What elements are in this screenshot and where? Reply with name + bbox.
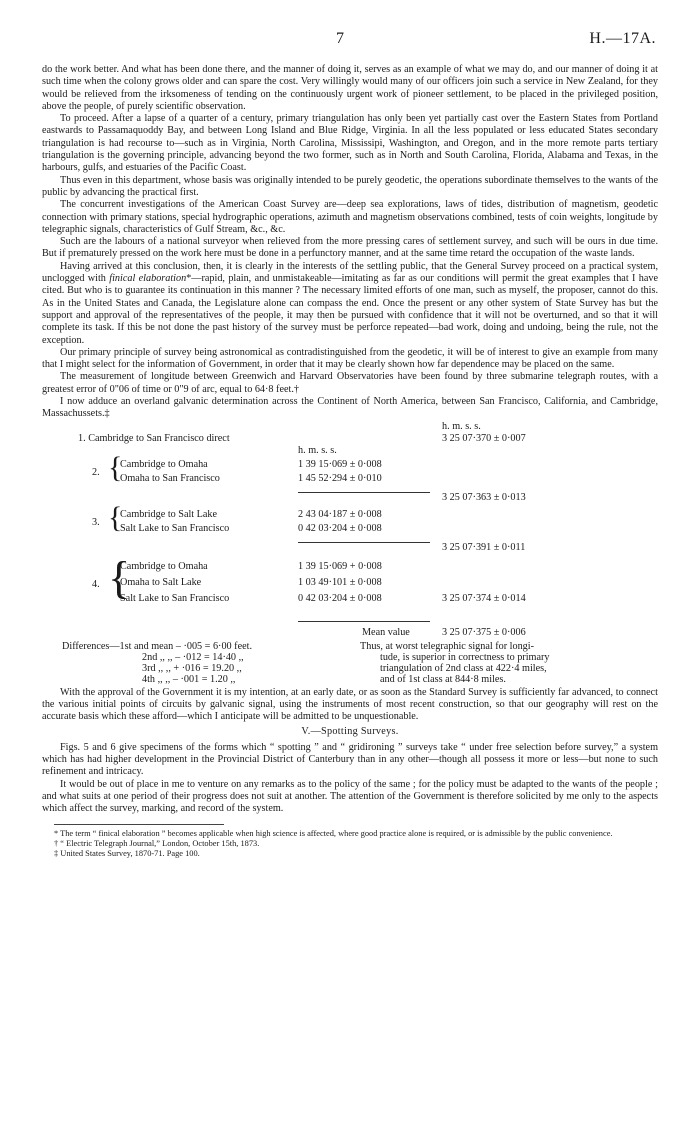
section-heading: V.—Spotting Surveys. (301, 725, 399, 737)
leg-value: 0 42 03·204 ± 0·008 (298, 592, 382, 604)
route-leg: Cambridge to Omaha (120, 458, 208, 470)
text-run: *—rapid, plain, and unmistakeable—imitating as far as our conditions will permit the great examples that I have cited. But who is to guarantee its continuation in this manner ? The necessary limited efforts of one man, such as myself, the proposer, cannot do this. As in the United States and Canada, the Legislature alone can compass the end. Once the present or any other system of State Survey has but the support and approval of the representatives of the people, it may then be pursued with confidence that it will not be overturned, and so that it will complete its task. If this be not done the past history of the survey must be perforce repeated—bad work, doing and undoing, being the rule, not the exception. (42, 273, 658, 346)
leg-value: 1 39 15·069 + 0·008 (298, 560, 382, 572)
footnotes (42, 829, 658, 859)
difference-note: Thus, at worst telegraphic signal for longi- (360, 640, 534, 652)
leg-value: 1 03 49·101 ± 0·008 (298, 576, 382, 588)
paragraph: Figs. 5 and 6 give specimens of the forms which “ spotting ” and “ gridironing ” surveys take “ under free selection before survey,” a system which has had higher development in the Provincial District of Canterbury than in any other—though all possess it more or less—but none to such refinement and intricacy. (42, 741, 658, 778)
longitude-table (42, 421, 658, 621)
differences-block (42, 621, 658, 687)
route-total: 3 25 07·363 ± 0·013 (442, 491, 526, 503)
paragraph-finical (42, 261, 658, 347)
difference-note: tude, is superior in correctness to primary (380, 651, 550, 663)
route-leg: Cambridge to Salt Lake (120, 508, 218, 520)
route-number: 2. (92, 466, 100, 478)
brace: { (108, 551, 131, 603)
paragraph: Thus even in this department, whose basis was originally intended to be purely geodetic, the operations subordinate themselves to the wants of the public by advancing the practical first. (42, 174, 658, 198)
leg-value: 1 39 15·069 ± 0·008 (298, 458, 382, 470)
leg-value: 0 42 03·204 ± 0·008 (298, 522, 382, 534)
italic-phrase: finical elaboration (109, 273, 187, 285)
leg-value: 1 45 52·294 ± 0·010 (298, 472, 382, 484)
difference-note: triangulation of 2nd class at 422·4 miles, (380, 662, 547, 674)
paragraph: do the work better. And what has been done there, and the manner of doing it, serves as an example of what we may do, and our manner of doing it at such time when the colony grows older and can spare the cost. Very willingly would many of our officers join such a service in New Zealand, for they would be relieved from the irksomeness of tending on the continuously urgent work of pioneer settlement, to be placed in the privileged position, above the people, of purely scientific observation. (42, 64, 658, 112)
unit-heading: h. m. s. s. (442, 420, 481, 432)
leg-value: 2 43 04·187 ± 0·008 (298, 508, 382, 520)
unit-heading: h. m. s. s. (298, 444, 337, 456)
rule (298, 542, 430, 543)
difference-note: and of 1st class at 844·8 miles. (380, 673, 506, 685)
difference-line: 4th ,, ,, – ·001 = 1.20 ,, (142, 673, 236, 685)
footnote: † “ Electric Telegraph Journal,” London, October 15th, 1873. (54, 838, 260, 848)
document-body (42, 64, 658, 859)
route-total: 3 25 07·370 ± 0·007 (442, 432, 526, 444)
route-number: 3. (92, 516, 100, 528)
paragraph: To proceed. After a lapse of a quarter of a century, primary triangulation has only been yet partially cast over the Eastern States from Portland eastwards to Passamaquoddy Bay, and between Long Island and Blue Ridge, Virginia. In all the less populated or less educated States secondary triangulation is had recourse to—such as in Virginia, North Carolina, Mississipi, Washington, and Oregon, and in the more remote parts tertiary triangulation is the governing principle, advancing beyond the two former, such as in North and South Carolina, Florida, Alabama and Texas, in the harbours, gulfs, and estuaries of the Pacific Coast. (42, 113, 658, 174)
route-leg: Omaha to Salt Lake (120, 576, 202, 588)
document-reference: H.—17A. (589, 30, 656, 47)
route-total: 3 25 07·374 ± 0·014 (442, 592, 526, 604)
footnote-rule (54, 824, 224, 825)
paragraph: The measurement of longitude between Greenwich and Harvard Observatories have been found by three submarine telegraph routes, with a greatest error of 0"06 of time or 0"9 of arc, equal to 64·8 feet.† (42, 371, 658, 395)
mean-value: 3 25 07·375 ± 0·006 (442, 626, 526, 638)
mean-label: Mean value (362, 626, 410, 638)
route-leg: Omaha to San Francisco (120, 472, 220, 484)
route-leg: Salt Lake to San Francisco (120, 522, 230, 534)
difference-line: Differences—1st and mean – ·005 = 6·00 feet. (62, 640, 253, 652)
brace: { (108, 450, 123, 484)
route-number: 4. (92, 578, 100, 590)
route-label: 1. Cambridge to San Francisco direct (78, 432, 230, 444)
footnote: * The term “ finical elaboration ” becomes applicable when high science is affected, where good practice alone is required, or is admissible by the public convenience. (54, 828, 613, 838)
paragraph: With the approval of the Government it is my intention, at an early date, or as soon as the Standard Survey is sufficiently far advanced, to connect the various initial points of circuits by galvanic signal, using the instruments of most recent construction, so that our geography will rest on the accurate basis which these afford—which I anticipate will be admitted to be unquestionable. (42, 686, 658, 723)
rule (298, 621, 430, 622)
route-leg: Cambridge to Omaha (120, 560, 208, 572)
paragraph: Our primary principle of survey being astronomical as contradistinguished from the geodetic, it will be of interest to give an example from many that I might select for the information of Government, in order that it may be clearly shown how far dependence may be placed on the same. (42, 346, 658, 371)
route-leg: Salt Lake to San Francisco (120, 592, 230, 604)
paragraph: I now adduce an overland galvanic determination across the Continent of North America, between San Francisco, California, and Cambridge, Massachussets.‡ (42, 396, 658, 420)
route-total: 3 25 07·391 ± 0·011 (442, 541, 526, 553)
text-run: Having arrived at this conclusion, then, it is clearly in the interests of the settling public, that the General Survey proceed on a practical system, unclogged with (42, 260, 658, 285)
page-number: 7 (336, 30, 344, 47)
paragraph: It would be out of place in me to venture on any remarks as to the policy of the same ; for the policy must be adapted to the wants of the people ; and what suits at one period of their progress does not suit at another. The attention of the Government is therefore solicited by me only to the aspects which affect the survey, marking, and record of the system. (42, 778, 658, 815)
difference-line: 2nd ,, ,, – ·012 = 14·40 ,, (142, 651, 244, 663)
paragraph: The concurrent investigations of the American Coast Survey are—deep sea explorations, laws of tides, distribution of magnetism, geodetic connection with primary stations, special hydrographic operations, azimuth and magnetism observations combined, tests of coin weights, longitude by telegraphic signals, characteristics of Gulf Stream, &c., &c. (42, 199, 658, 235)
difference-line: 3rd ,, ,, + ·016 = 19.20 ,, (142, 662, 242, 674)
brace: { (108, 500, 123, 534)
footnote: ‡ United States Survey, 1870-71. Page 100. (54, 848, 200, 858)
rule (298, 492, 430, 493)
paragraph: Such are the labours of a national surveyor when relieved from the more pressing cares of settlement survey, and such will be ours in due time. But if prematurely pressed on the work here must be done in a perfunctory manner, and at the same time retard the occupation of the waste lands. (42, 236, 658, 260)
